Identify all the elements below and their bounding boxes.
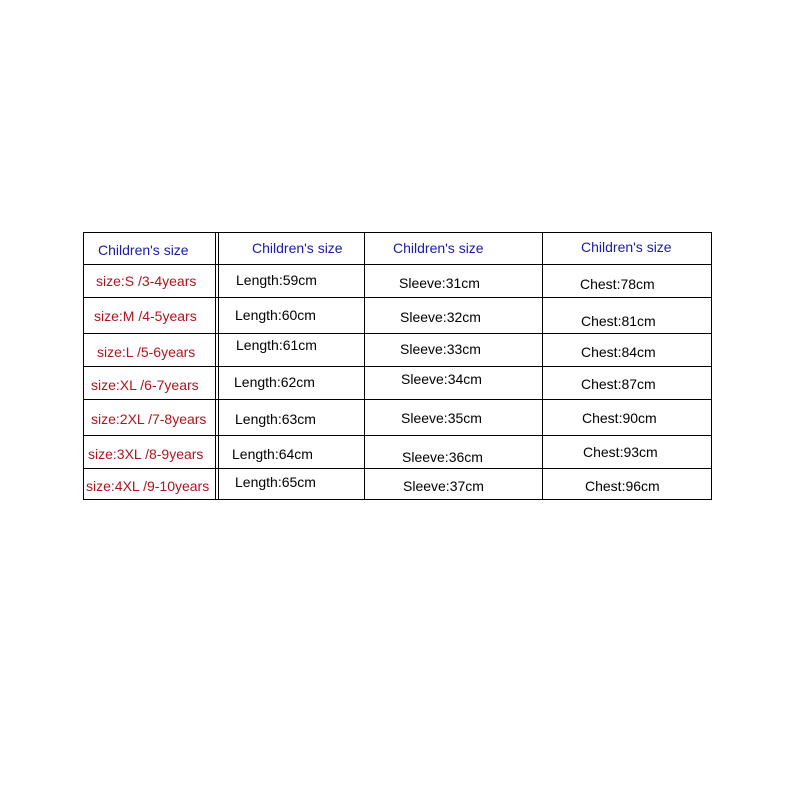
size-label: size:3XL /8-9years (88, 446, 204, 462)
sleeve-value: Sleeve:33cm (400, 341, 481, 357)
grid-line-h-7 (83, 468, 712, 469)
size-label: size:L /5-6years (97, 344, 196, 360)
sleeve-value: Sleeve:35cm (401, 410, 482, 426)
chest-value: Chest:81cm (581, 313, 656, 329)
header-sleeve-column: Children's size (393, 240, 484, 256)
grid-line-h-1 (83, 264, 712, 265)
grid-line-h-0 (83, 232, 712, 233)
sleeve-value: Sleeve:31cm (399, 275, 480, 291)
length-value: Length:59cm (236, 272, 317, 288)
length-value: Length:64cm (232, 446, 313, 462)
grid-line-h-8 (83, 499, 712, 500)
header-length-column: Children's size (252, 240, 343, 256)
chest-value: Chest:78cm (580, 276, 655, 292)
length-value: Length:60cm (235, 307, 316, 323)
chest-value: Chest:96cm (585, 478, 660, 494)
header-chest-column: Children's size (581, 239, 672, 255)
header-size-column: Children's size (98, 242, 189, 258)
grid-line-h-2 (83, 297, 712, 298)
grid-line-h-3 (83, 333, 712, 334)
chest-value: Chest:84cm (581, 344, 656, 360)
chest-value: Chest:93cm (583, 444, 658, 460)
sleeve-value: Sleeve:36cm (402, 449, 483, 465)
sleeve-value: Sleeve:37cm (403, 478, 484, 494)
size-label: size:XL /6-7years (91, 377, 199, 393)
size-label: size:M /4-5years (94, 308, 197, 324)
grid-line-h-4 (83, 366, 712, 367)
sleeve-value: Sleeve:32cm (400, 309, 481, 325)
size-label: size:S /3-4years (96, 273, 197, 289)
sleeve-value: Sleeve:34cm (401, 371, 482, 387)
length-value: Length:63cm (235, 411, 316, 427)
length-value: Length:65cm (235, 474, 316, 490)
size-chart-table (83, 232, 712, 500)
size-label: size:4XL /9-10years (86, 478, 210, 494)
chest-value: Chest:90cm (582, 410, 657, 426)
grid-line-h-6 (83, 435, 712, 436)
chest-value: Chest:87cm (581, 376, 656, 392)
length-value: Length:62cm (234, 374, 315, 390)
grid-line-h-5 (83, 399, 712, 400)
length-value: Length:61cm (236, 337, 317, 353)
size-label: size:2XL /7-8years (91, 411, 207, 427)
